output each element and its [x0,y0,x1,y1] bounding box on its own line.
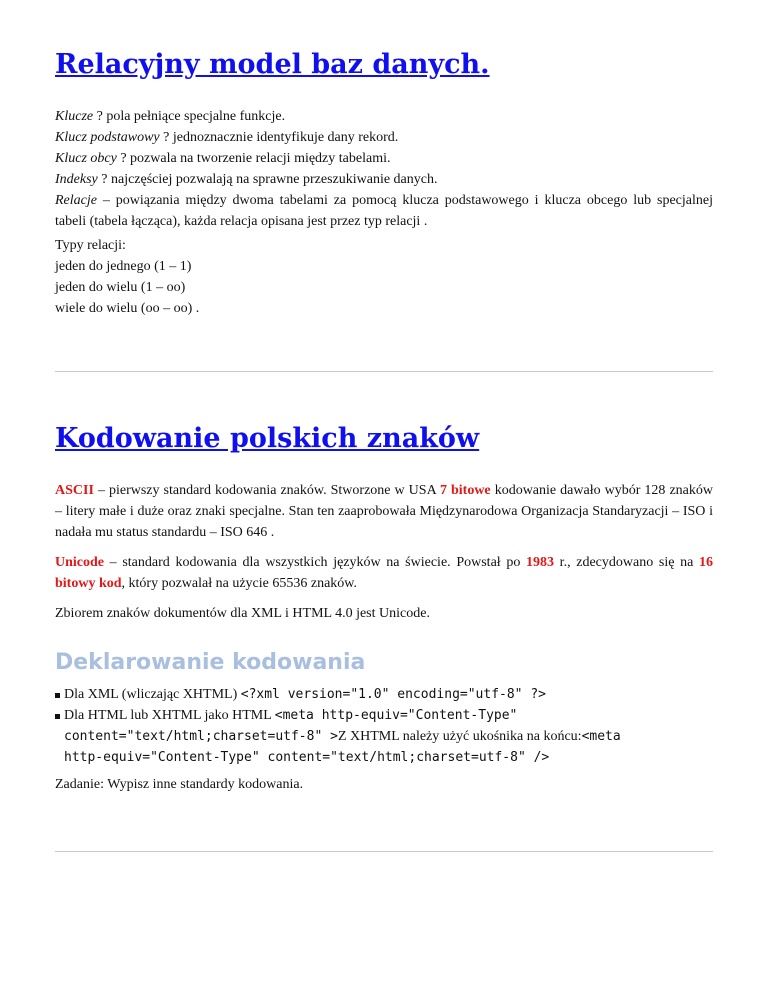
task-paragraph: Zadanie: Wypisz inne standardy kodowania. [55,777,304,792]
section-title-relational-model: Relacyjny model baz danych. [55,49,490,80]
unicode-paragraph: Unicode – standard kodowania dla wszystkich języków na świecie. Powstał po 1983 r., zdecydowano się na 16 bitowy kod, który pozwalał na użycie 65536 znaków. [55,555,713,591]
definition-line: Indeksy ? najczęściej pozwalają na sprawne przeszukiwanie danych. [55,172,438,187]
relation-types [55,235,713,319]
definition-relations: Relacje – powiązania między dwoma tabelami za pomocą klucza podstawowego i klucza obcego lub specjalnej tabeli (tabela łącząca), każda relacja opisana jest przez typ relacji . [55,193,713,229]
keys-definitions [55,106,713,232]
relation-type-item: jeden do wielu (1 – oo) [55,280,186,295]
section-subtitle-encoding-declaration: Deklarowanie kodowania [55,650,366,675]
encoding-declaration-list [55,684,713,768]
section-divider [55,371,713,372]
relation-types-title: Typy relacji: [55,238,126,253]
definition-line: Klucz obcy ? pozwala na tworzenie relacji między tabelami. [55,151,391,166]
definition-line: Klucze ? pola pełniące specjalne funkcje. [55,109,286,124]
bullet-icon [55,693,60,698]
section-title-encoding: Kodowanie polskich znaków [55,423,480,454]
list-item: Dla HTML lub XHTML jako HTML <meta http-equiv="Content-Type" content="text/html;charset=utf-8" >Z XHTML należy użyć ukośnika na końcu:<meta http-equiv="Content-Type" content="text/html;charset=utf-8" /> [55,705,713,768]
relation-type-item: wiele do wielu (oo – oo) . [55,301,200,316]
ascii-paragraph: ASCII – pierwszy standard kodowania znaków. Stworzone w USA 7 bitowe kodowanie dawało wybór 128 znaków – litery małe i duże oraz znaki specjalne. Stan ten zaaprobowała Międzynarodowa Organizacja Standaryzacji – ISO i nadała mu status standardu – ISO 646 . [55,483,713,540]
unicode-note: Zbiorem znaków dokumentów dla XML i HTML 4.0 jest Unicode. [55,606,430,621]
bullet-icon [55,714,60,719]
definition-line: Klucz podstawowy ? jednoznacznie identyfikuje dany rekord. [55,130,399,145]
list-item: Dla XML (wliczając XHTML) <?xml version="1.0" encoding="utf-8" ?> [55,684,713,705]
section-divider [55,851,713,852]
relation-type-item: jeden do jednego (1 – 1) [55,259,192,274]
